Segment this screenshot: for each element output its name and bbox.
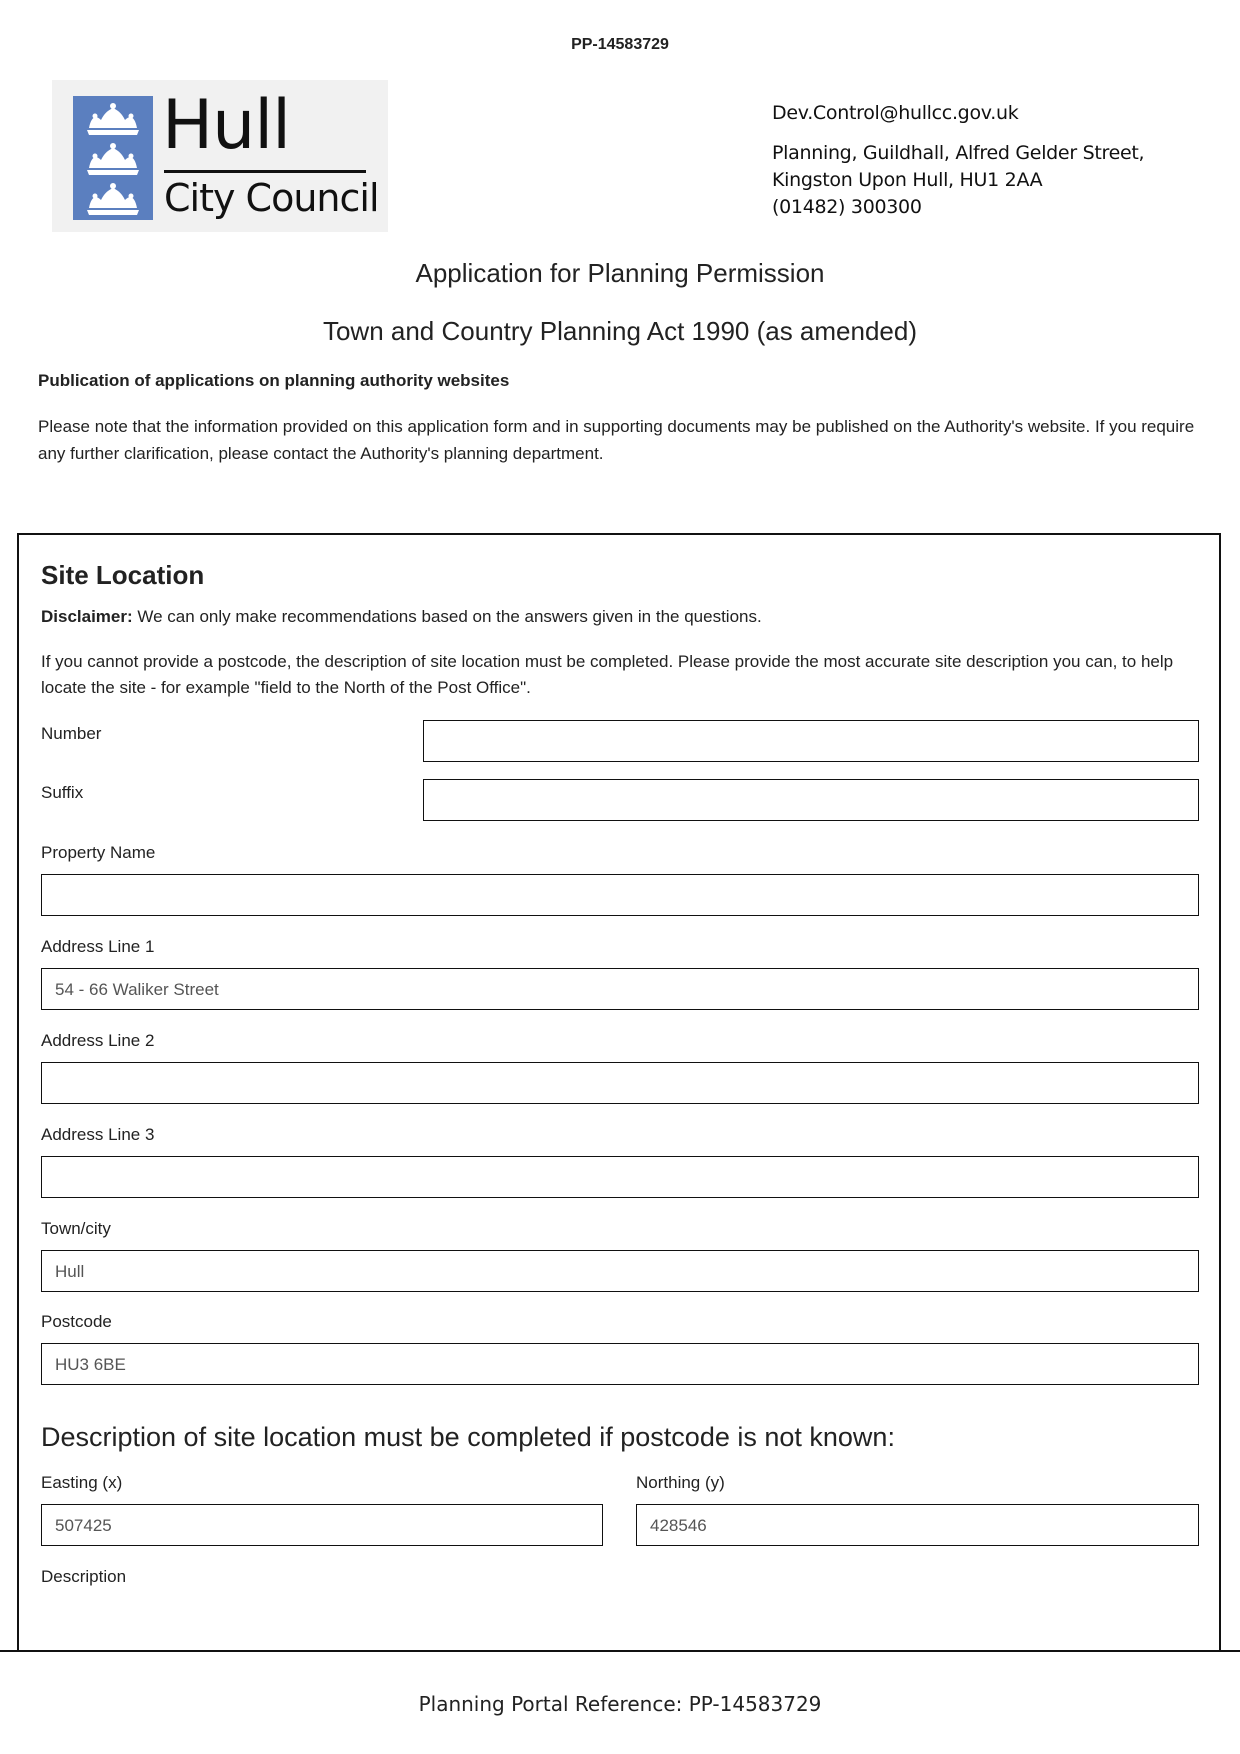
site-location-heading: Site Location xyxy=(41,560,205,590)
contact-address-line-1: Planning, Guildhall, Alfred Gelder Street, xyxy=(772,142,1145,164)
easting-label: Easting (x) xyxy=(41,1473,123,1492)
number-field[interactable] xyxy=(423,720,1199,762)
suffix-label: Suffix xyxy=(41,783,84,802)
contact-address-line-2: Kingston Upon Hull, HU1 2AA xyxy=(772,169,1043,191)
number-label: Number xyxy=(41,724,102,743)
publication-text: Please note that the information provided on this application form and in supporting documents may be published on the Authority's website. If you require any further clarification, please contact the Authority's planning department. xyxy=(38,417,1195,463)
address-line-1-label: Address Line 1 xyxy=(41,937,155,956)
contact-email: Dev.Control@hullcc.gov.uk xyxy=(772,102,1019,124)
postcode-note: If you cannot provide a postcode, the description of site location must be completed. Please provide the most accurate site description you can, to help locate the site - for example "field to the North of the Post Office". xyxy=(41,652,1174,697)
northing-label: Northing (y) xyxy=(636,1473,725,1492)
description-label: Description xyxy=(41,1567,127,1586)
address-line-2-field[interactable] xyxy=(41,1062,1199,1104)
footer-reference: Planning Portal Reference: PP-14583729 xyxy=(418,1692,822,1716)
disclaimer-text: We can only make recommendations based on the answers given in the questions. xyxy=(132,607,762,626)
council-logo xyxy=(52,80,388,232)
address-line-3-label: Address Line 3 xyxy=(41,1125,155,1144)
council-contact xyxy=(772,100,1144,221)
document-reference: PP-14583729 xyxy=(571,36,669,53)
easting-field[interactable]: 507425 xyxy=(41,1504,603,1546)
logo-city-council-text: City Council xyxy=(164,176,379,220)
form-subtitle: Town and Country Planning Act 1990 (as amended) xyxy=(322,316,918,346)
property-name-field[interactable] xyxy=(41,874,1199,916)
postcode-label: Postcode xyxy=(41,1312,112,1331)
address-line-1-field[interactable]: 54 - 66 Waliker Street xyxy=(41,968,1199,1010)
postcode-field[interactable]: HU3 6BE xyxy=(41,1343,1199,1385)
site-location-section xyxy=(17,533,1221,1754)
disclaimer xyxy=(41,607,762,627)
form-title: Application for Planning Permission xyxy=(415,258,825,288)
town-city-label: Town/city xyxy=(41,1219,111,1238)
northing-field[interactable]: 428546 xyxy=(636,1504,1199,1546)
disclaimer-label: Disclaimer: xyxy=(41,607,133,626)
description-heading: Description of site location must be completed if postcode is not known: xyxy=(41,1422,895,1452)
property-name-label: Property Name xyxy=(41,843,156,862)
crown-crest-icon xyxy=(73,96,153,220)
logo-hull-text: Hull xyxy=(162,86,291,165)
address-line-3-field[interactable] xyxy=(41,1156,1199,1198)
publication-heading: Publication of applications on planning authority websites xyxy=(38,371,510,390)
logo-divider xyxy=(164,170,366,173)
suffix-field[interactable] xyxy=(423,779,1199,821)
address-line-2-label: Address Line 2 xyxy=(41,1031,155,1050)
town-city-field[interactable]: Hull xyxy=(41,1250,1199,1292)
contact-phone: (01482) 300300 xyxy=(772,196,922,218)
